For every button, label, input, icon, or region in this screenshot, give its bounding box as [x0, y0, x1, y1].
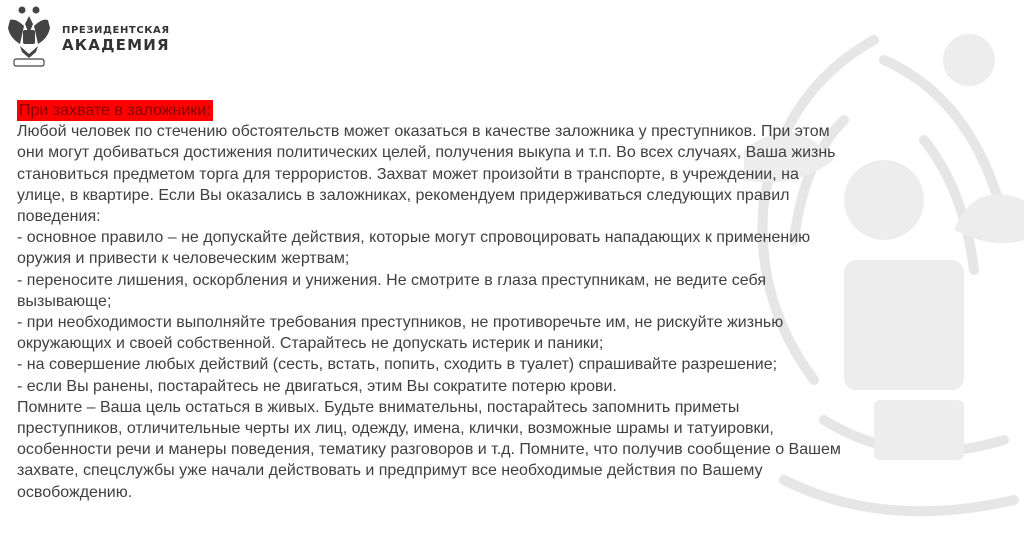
logo-line-1: ПРЕЗИДЕНТСКАЯ [62, 25, 170, 36]
document-body [17, 100, 1007, 503]
text-line: особенности речи и манеры поведения, тематику разговоров и т.д. Помните, что получив сообщение о Вашем [17, 441, 841, 459]
text-line: - основное правило – не допускайте действия, которые могут спровоцировать нападающих к применению [17, 229, 811, 247]
text-line: Любой человек по стечению обстоятельств может оказаться в качестве заложника у преступников. При этом [17, 123, 830, 141]
text-line: - если Вы ранены, постарайтесь не двигаться, этим Вы сократите потерю крови. [17, 377, 617, 395]
eagle-crest-icon [6, 4, 52, 68]
text-line: Помните – Ваша цель остаться в живых. Будьте внимательны, постарайтесь запомнить приметы [17, 398, 740, 416]
text-line: - при необходимости выполняйте требования преступников, не противоречьте им, не рискуйте жизнью [17, 314, 784, 332]
text-line: захвате, спецслужбы уже начали действовать и предпримут все необходимые действия по Вашему [17, 462, 763, 480]
academy-logo [6, 4, 170, 68]
section-heading: При захвате в заложники: [17, 100, 213, 121]
text-line: оружия и привести к человеческим жертвам; [17, 250, 350, 268]
text-line: улице, в квартире. Если Вы оказались в заложниках, рекомендуем придерживаться следующих правил [17, 186, 790, 204]
text-line: - на совершение любых действий (сесть, встать, попить, сходить в туалет) спрашивайте разрешение; [17, 356, 778, 374]
text-line: поведения: [17, 208, 101, 226]
text-line: освобождению. [17, 483, 133, 501]
text-line: они могут добиваться достижения политических целей, получения выкупа и т.п. Во всех случаях, Ваша жизнь [17, 144, 836, 162]
text-line: - переносите лишения, оскорбления и унижения. Не смотрите в глаза преступникам, не ведите себя [17, 271, 766, 289]
logo-line-2: АКАДЕМИЯ [62, 36, 170, 54]
text-line: вызывающе; [17, 292, 112, 310]
text-line: становиться предметом торга для террористов. Захват может произойти в транспорте, в учреждении, на [17, 165, 799, 183]
text-line: окружающих и своей собственной. Старайтесь не допускать истерик и паники; [17, 335, 604, 353]
text-line: преступников, отличительные черты их лиц, одежду, имена, клички, возможные шрамы и татуировки, [17, 420, 774, 438]
paragraph-text [17, 121, 1007, 503]
